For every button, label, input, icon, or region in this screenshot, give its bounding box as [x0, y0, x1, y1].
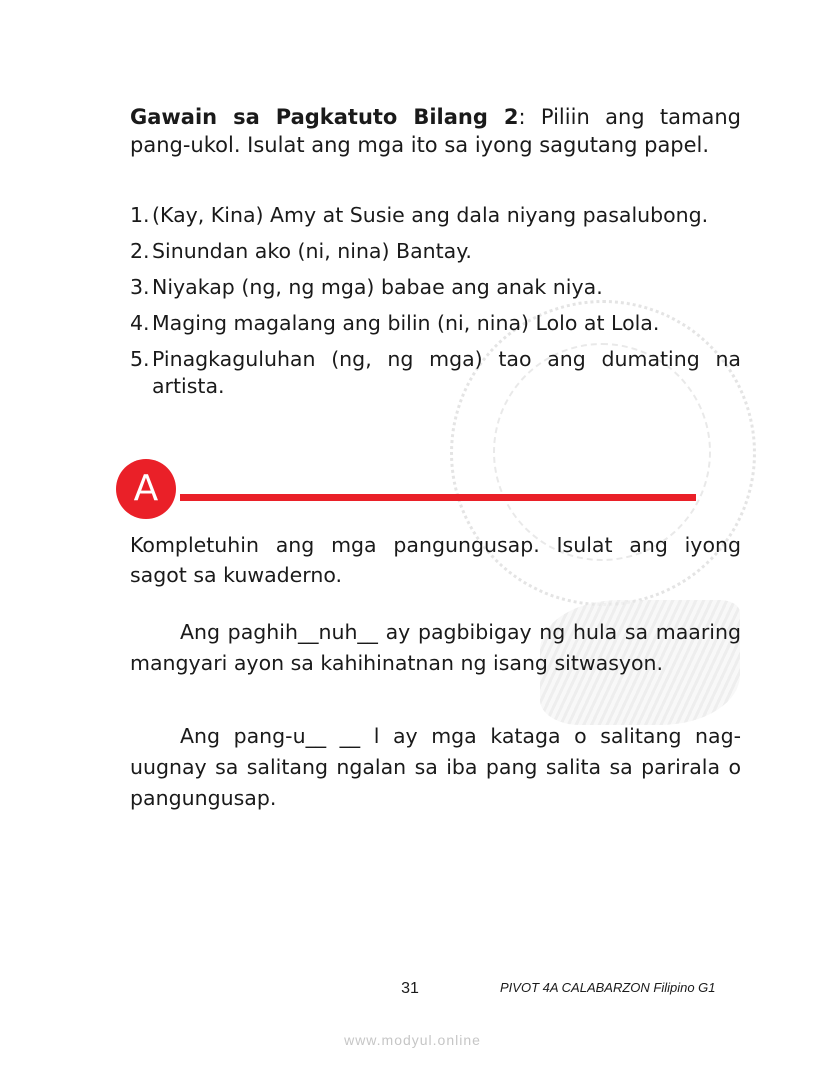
- fill-in-paragraph-2: Ang pang-u__ __ l ay mga kataga o salitang nag-uugnay sa salitang ngalan sa iba pang salita sa parirala o pangungusap.: [130, 724, 741, 810]
- activity-instruction: Piliin ang tamang pang-ukol. Isulat ang mga ito sa iyong sagutang papel.: [130, 105, 741, 157]
- page-number: 31: [401, 980, 419, 997]
- list-item: [130, 238, 741, 265]
- item-number: 2.: [130, 239, 150, 263]
- activity-header: [130, 103, 741, 159]
- item-text: Pinagkaguluhan (ng, ng mga) tao ang dumating na artista.: [152, 347, 741, 398]
- exercise-list: [130, 202, 741, 409]
- item-text: (Kay, Kina) Amy at Susie ang dala niyang pasalubong.: [152, 203, 709, 227]
- list-item: [130, 202, 741, 229]
- item-text: Niyakap (ng, ng mga) babae ang anak niya.: [152, 275, 603, 299]
- activity-title: Gawain sa Pagkatuto Bilang 2: [130, 105, 519, 129]
- section-letter-badge: A: [116, 459, 176, 519]
- list-item: [130, 310, 741, 337]
- list-item: [130, 274, 741, 301]
- footer-book-title: PIVOT 4A CALABARZON Filipino G1: [500, 980, 716, 995]
- activity-title-colon: :: [518, 105, 526, 129]
- section-divider-bar: [180, 494, 696, 501]
- item-number: 1.: [130, 203, 150, 227]
- fill-in-paragraph-1: Ang paghih__nuh__ ay pagbibigay ng hula sa maaring mangyari ayon sa kahihinatnan ng isang sitwasyon.: [130, 620, 741, 675]
- item-number: 3.: [130, 275, 150, 299]
- list-item: [130, 346, 741, 400]
- section-instruction: Kompletuhin ang mga pangungusap. Isulat ang iyong sagot sa kuwaderno.: [130, 533, 741, 587]
- item-text: Sinundan ako (ni, nina) Bantay.: [152, 239, 472, 263]
- item-number: 5.: [130, 347, 150, 371]
- watermark-text: www.modyul.online: [344, 1032, 481, 1048]
- item-text: Maging magalang ang bilin (ni, nina) Lolo at Lola.: [152, 311, 660, 335]
- item-number: 4.: [130, 311, 150, 335]
